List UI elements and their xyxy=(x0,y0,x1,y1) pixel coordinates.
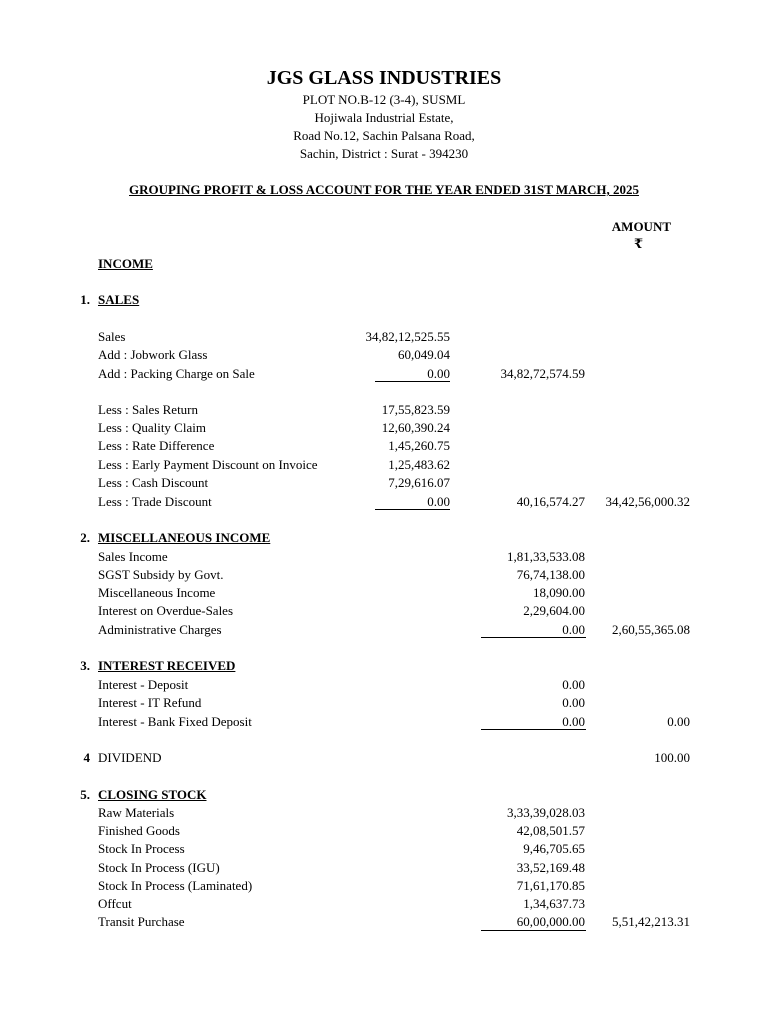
closing-stock-total: 5,51,42,213.31 xyxy=(612,914,690,929)
sales-less-label: Less : Trade Discount xyxy=(98,494,212,509)
closing-stock-item-label: Offcut xyxy=(98,896,132,911)
sales-less-rule xyxy=(375,509,450,510)
closing-stock-item-value: 42,08,501.57 xyxy=(516,823,585,838)
sales-less-total: 40,16,574.27 xyxy=(516,494,585,509)
misc-item-value: 18,090.00 xyxy=(533,585,585,600)
income-heading: INCOME xyxy=(98,256,153,271)
closing-stock-item-label: Stock In Process xyxy=(98,841,185,856)
interest-rule xyxy=(481,729,586,730)
sales-subtotal-rule xyxy=(375,381,450,382)
misc-item-label: Interest on Overdue-Sales xyxy=(98,603,234,618)
interest-item-label: Interest - Bank Fixed Deposit xyxy=(98,714,252,729)
dividend-heading: DIVIDEND xyxy=(98,750,162,765)
sales-item-label: Add : Jobwork Glass xyxy=(98,347,208,362)
sales-item-label: Sales xyxy=(98,329,126,344)
interest-item-label: Interest - IT Refund xyxy=(98,695,202,710)
sales-less-label: Less : Rate Difference xyxy=(98,438,215,453)
interest-item-value: 0.00 xyxy=(562,695,585,710)
sales-gross-total: 34,82,72,574.59 xyxy=(500,366,585,381)
report-title: GROUPING PROFIT & LOSS ACCOUNT FOR THE YEAR ENDED 31ST MARCH, 2025 xyxy=(129,182,639,197)
sales-item-value: 60,049.04 xyxy=(398,347,450,362)
sales-less-label: Less : Quality Claim xyxy=(98,420,206,435)
sales-net-total: 34,42,56,000.32 xyxy=(605,494,690,509)
currency-symbol: ₹ xyxy=(634,236,644,251)
interest-item-value: 0.00 xyxy=(562,714,585,729)
sales-less-value: 1,25,483.62 xyxy=(388,457,450,472)
sales-number: 1. xyxy=(80,292,90,307)
misc-rule xyxy=(481,637,586,638)
closing-stock-item-value: 1,34,637.73 xyxy=(523,896,585,911)
interest-total: 0.00 xyxy=(667,714,690,729)
sales-less-label: Less : Sales Return xyxy=(98,402,199,417)
misc-item-label: Administrative Charges xyxy=(98,622,222,637)
dividend-total: 100.00 xyxy=(654,750,690,765)
closing-stock-item-label: Raw Materials xyxy=(98,805,175,820)
address-line-2: Hojiwala Industrial Estate, xyxy=(314,110,454,125)
misc-item-value: 2,29,604.00 xyxy=(523,603,585,618)
closing-stock-heading: CLOSING STOCK xyxy=(98,787,207,802)
interest-item-value: 0.00 xyxy=(562,677,585,692)
amount-header: AMOUNT xyxy=(611,219,671,234)
address-line-4: Sachin, District : Surat - 394230 xyxy=(299,146,469,161)
closing-stock-item-label: Transit Purchase xyxy=(98,914,185,929)
closing-stock-rule xyxy=(481,930,586,931)
misc-item-label: Miscellaneous Income xyxy=(98,585,216,600)
closing-stock-item-label: Stock In Process (Laminated) xyxy=(98,878,253,893)
closing-stock-item-label: Stock In Process (IGU) xyxy=(98,860,220,875)
interest-item-label: Interest - Deposit xyxy=(98,677,189,692)
misc-item-label: Sales Income xyxy=(98,549,168,564)
interest-number: 3. xyxy=(80,658,90,673)
closing-stock-item-value: 33,52,169.48 xyxy=(516,860,585,875)
sales-less-value: 17,55,823.59 xyxy=(381,402,450,417)
address-line-1: PLOT NO.B-12 (3-4), SUSML xyxy=(302,92,466,107)
sales-less-label: Less : Early Payment Discount on Invoice xyxy=(98,457,318,472)
dividend-number: 4 xyxy=(83,750,90,765)
sales-item-value: 34,82,12,525.55 xyxy=(365,329,450,344)
misc-item-value: 1,81,33,533.08 xyxy=(507,549,585,564)
sales-heading: SALES xyxy=(98,292,140,307)
sales-less-value: 7,29,616.07 xyxy=(388,475,450,490)
misc-number: 2. xyxy=(80,530,90,545)
sales-less-value: 12,60,390.24 xyxy=(381,420,450,435)
misc-total: 2,60,55,365.08 xyxy=(612,622,690,637)
sales-item-value: 0.00 xyxy=(427,366,450,381)
closing-stock-item-label: Finished Goods xyxy=(98,823,180,838)
closing-stock-number: 5. xyxy=(80,787,90,802)
company-name: JGS GLASS INDUSTRIES xyxy=(266,67,502,89)
sales-less-value: 0.00 xyxy=(427,494,450,509)
misc-heading: MISCELLANEOUS INCOME xyxy=(98,530,271,545)
address-line-3: Road No.12, Sachin Palsana Road, xyxy=(293,128,475,143)
closing-stock-item-value: 71,61,170.85 xyxy=(516,878,585,893)
sales-less-value: 1,45,260.75 xyxy=(388,438,450,453)
misc-item-value: 0.00 xyxy=(562,622,585,637)
closing-stock-item-value: 60,00,000.00 xyxy=(516,914,585,929)
interest-heading: INTEREST RECEIVED xyxy=(98,658,236,673)
closing-stock-item-value: 3,33,39,028.03 xyxy=(507,805,585,820)
misc-item-value: 76,74,138.00 xyxy=(516,567,585,582)
sales-item-label: Add : Packing Charge on Sale xyxy=(98,366,255,381)
sales-less-label: Less : Cash Discount xyxy=(98,475,209,490)
closing-stock-item-value: 9,46,705.65 xyxy=(523,841,585,856)
misc-item-label: SGST Subsidy by Govt. xyxy=(98,567,224,582)
